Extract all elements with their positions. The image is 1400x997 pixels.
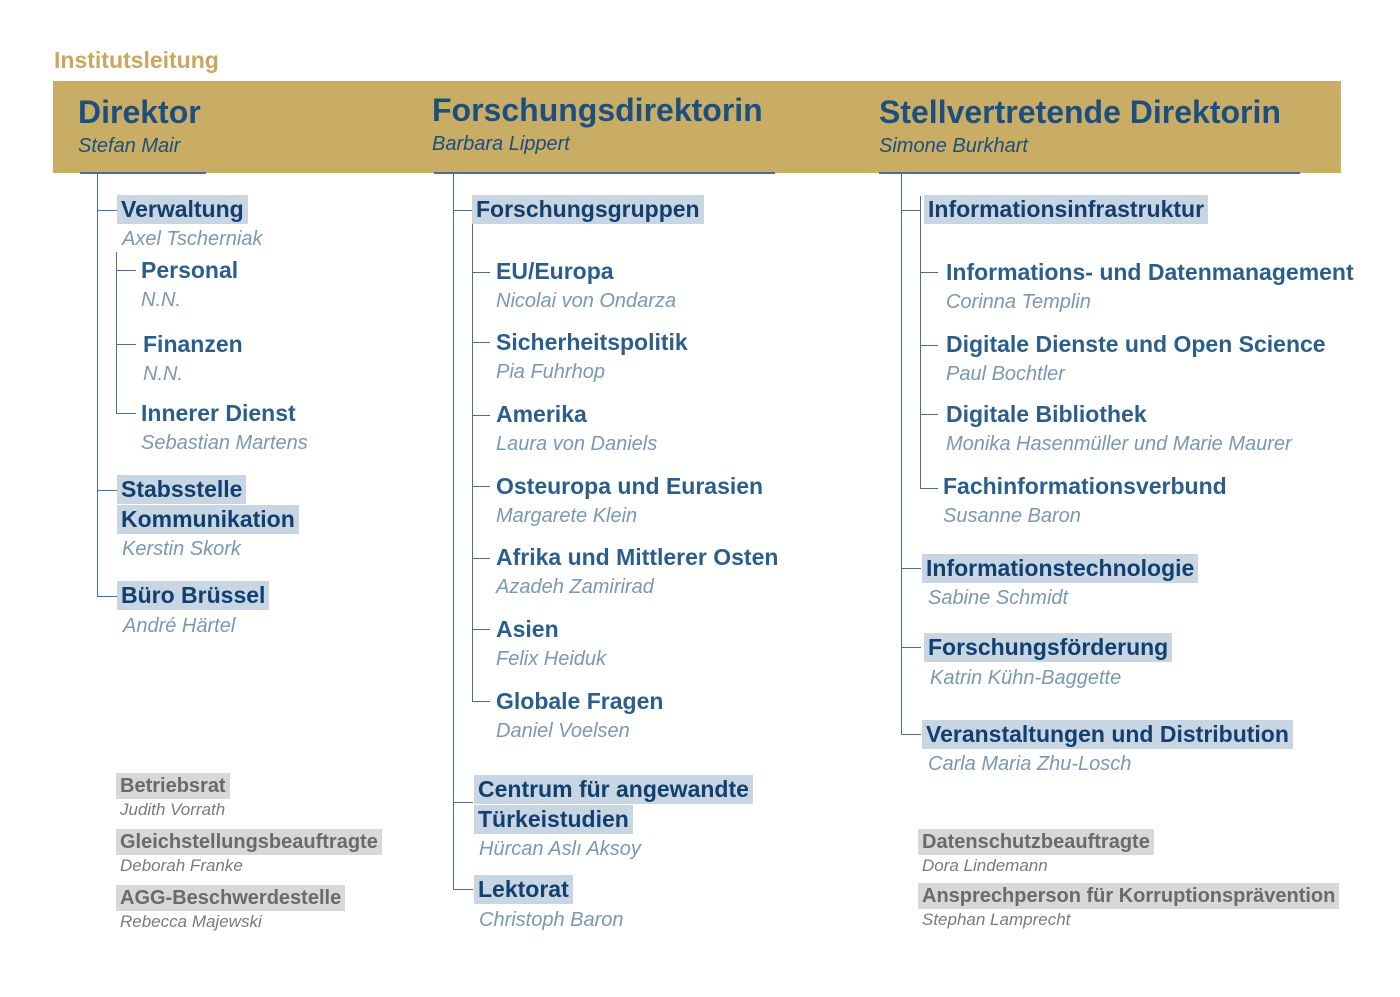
- column-title-direktor: Direktor: [78, 94, 201, 130]
- unit-lektorat: [474, 875, 573, 904]
- person-name: Rebecca Majewski: [120, 912, 262, 931]
- header-underline: [879, 172, 1300, 174]
- unit-label: Centrum für angewandte: [474, 775, 753, 804]
- unit-label: Veranstaltungen und Distribution: [922, 720, 1293, 749]
- unit-label: Datenschutzbeauftragte: [918, 829, 1154, 855]
- subunit-fachinformationsverbund: Fachinformationsverbund: [943, 473, 1227, 499]
- connector-line: [97, 210, 117, 211]
- connector-line: [920, 272, 938, 273]
- unit-label: Informationsinfrastruktur: [924, 195, 1208, 224]
- connector-line: [116, 252, 117, 414]
- person-name: Margarete Klein: [496, 505, 638, 527]
- connector-line: [901, 647, 921, 648]
- person-name: N.N.: [143, 363, 183, 385]
- person-name: Katrin Kühn-Baggette: [930, 667, 1122, 689]
- person-name: Corinna Templin: [946, 291, 1091, 313]
- header-underline: [80, 172, 206, 174]
- person-name: Stephan Lamprecht: [922, 910, 1071, 929]
- group-amerika: Amerika: [496, 401, 587, 427]
- person-name: Carla Maria Zhu-Losch: [928, 753, 1132, 775]
- person-name: André Härtel: [123, 615, 236, 637]
- person-name: Axel Tscherniak: [122, 228, 263, 250]
- connector-line: [453, 802, 473, 803]
- person-name: Deborah Franke: [120, 856, 243, 875]
- connector-line: [472, 701, 490, 702]
- subunit-datenmanagement: Informations- und Datenmanagement: [946, 259, 1354, 285]
- subunit-digitale-bibliothek: Digitale Bibliothek: [946, 401, 1147, 427]
- connector-line: [453, 174, 454, 890]
- person-name: Judith Vorrath: [120, 800, 226, 819]
- connector-line: [901, 568, 921, 569]
- subunit-innerer-dienst: Innerer Dienst: [141, 400, 296, 426]
- connector-line: [920, 345, 938, 346]
- person-name: Sabine Schmidt: [928, 587, 1069, 609]
- connector-line: [116, 413, 136, 414]
- connector-line: [901, 210, 921, 211]
- unit-gleichstellungsbeauftragte: [116, 829, 382, 855]
- unit-betriebsrat: [116, 773, 230, 799]
- unit-label: Forschungsgruppen: [472, 195, 704, 224]
- connector-line: [920, 488, 938, 489]
- connector-line: [472, 629, 490, 630]
- person-name: N.N.: [141, 289, 181, 311]
- unit-label: Türkeistudien: [474, 805, 633, 834]
- unit-verwaltung: [117, 195, 248, 224]
- person-name: Nicolai von Ondarza: [496, 290, 677, 312]
- connector-line: [472, 342, 490, 343]
- unit-stabsstelle-kommunikation: [117, 475, 299, 534]
- unit-label: AGG-Beschwerdestelle: [116, 885, 345, 911]
- subunit-personal: Personal: [141, 257, 239, 283]
- subunit-finanzen: Finanzen: [143, 331, 243, 357]
- group-eu-europa: EU/Europa: [496, 258, 614, 284]
- column-name-direktor: Stefan Mair: [78, 135, 181, 157]
- column-title-stellvertretende: Stellvertretende Direktorin: [879, 94, 1281, 130]
- person-name: Felix Heiduk: [496, 648, 607, 670]
- subunit-digitale-dienste: Digitale Dienste und Open Science: [946, 331, 1326, 357]
- column-name-stellvertretende: Simone Burkhart: [879, 135, 1028, 157]
- unit-label: Gleichstellungsbeauftragte: [116, 829, 382, 855]
- person-name: Daniel Voelsen: [496, 720, 630, 742]
- connector-line: [453, 210, 473, 211]
- connector-line: [901, 174, 902, 734]
- unit-forschungsgruppen: [472, 195, 704, 224]
- unit-label: Kommunikation: [117, 505, 299, 534]
- person-name: Paul Bochtler: [946, 363, 1065, 385]
- person-name: Sebastian Martens: [141, 432, 308, 454]
- connector-line: [116, 270, 136, 271]
- column-name-forschungsdirektorin: Barbara Lippert: [432, 133, 570, 155]
- unit-korruptionspraevention: [918, 883, 1339, 909]
- unit-label: Verwaltung: [117, 195, 248, 224]
- connector-line: [472, 486, 490, 487]
- group-asien: Asien: [496, 616, 559, 642]
- unit-forschungsfoerderung: [924, 633, 1172, 662]
- unit-label: Stabsstelle: [117, 475, 246, 504]
- connector-line: [920, 414, 938, 415]
- unit-buero-bruessel: [117, 581, 269, 610]
- connector-line: [97, 174, 98, 596]
- unit-label: Ansprechperson für Korruptionsprävention: [918, 883, 1339, 909]
- unit-label: Informationstechnologie: [922, 554, 1198, 583]
- person-name: Azadeh Zamirirad: [496, 576, 654, 598]
- connector-line: [920, 196, 921, 489]
- unit-agg-beschwerdestelle: [116, 885, 345, 911]
- unit-label: Forschungsförderung: [924, 633, 1172, 662]
- group-afrika: Afrika und Mittlerer Osten: [496, 544, 779, 570]
- header-underline: [434, 172, 775, 174]
- column-title-forschungsdirektorin: Forschungsdirektorin: [432, 92, 763, 128]
- unit-informationstechnologie: [922, 554, 1198, 583]
- connector-line: [901, 734, 921, 735]
- connector-line: [97, 596, 117, 597]
- unit-label: Büro Brüssel: [117, 581, 269, 610]
- group-globale-fragen: Globale Fragen: [496, 688, 664, 714]
- person-name: Kerstin Skork: [122, 538, 241, 560]
- unit-informationsinfrastruktur: [924, 195, 1208, 224]
- person-name: Dora Lindemann: [922, 856, 1048, 875]
- unit-label: Betriebsrat: [116, 773, 230, 799]
- unit-centrum-tuerkeistudien: [474, 775, 753, 834]
- connector-line: [472, 272, 490, 273]
- person-name: Hürcan Aslı Aksoy: [479, 838, 641, 860]
- group-osteuropa: Osteuropa und Eurasien: [496, 473, 764, 499]
- person-name: Pia Fuhrhop: [496, 361, 605, 383]
- connector-line: [472, 558, 490, 559]
- person-name: Laura von Daniels: [496, 433, 658, 455]
- unit-datenschutzbeauftragte: [918, 829, 1154, 855]
- connector-line: [116, 344, 136, 345]
- group-sicherheitspolitik: Sicherheitspolitik: [496, 329, 688, 355]
- header-label: Institutsleitung: [54, 47, 219, 73]
- connector-line: [97, 490, 117, 491]
- unit-veranstaltungen-distribution: [922, 720, 1293, 749]
- person-name: Monika Hasenmüller und Marie Maurer: [946, 433, 1292, 455]
- connector-line: [472, 415, 490, 416]
- unit-label: Lektorat: [474, 875, 573, 904]
- person-name: Christoph Baron: [479, 909, 624, 931]
- person-name: Susanne Baron: [943, 505, 1081, 527]
- connector-line: [453, 889, 473, 890]
